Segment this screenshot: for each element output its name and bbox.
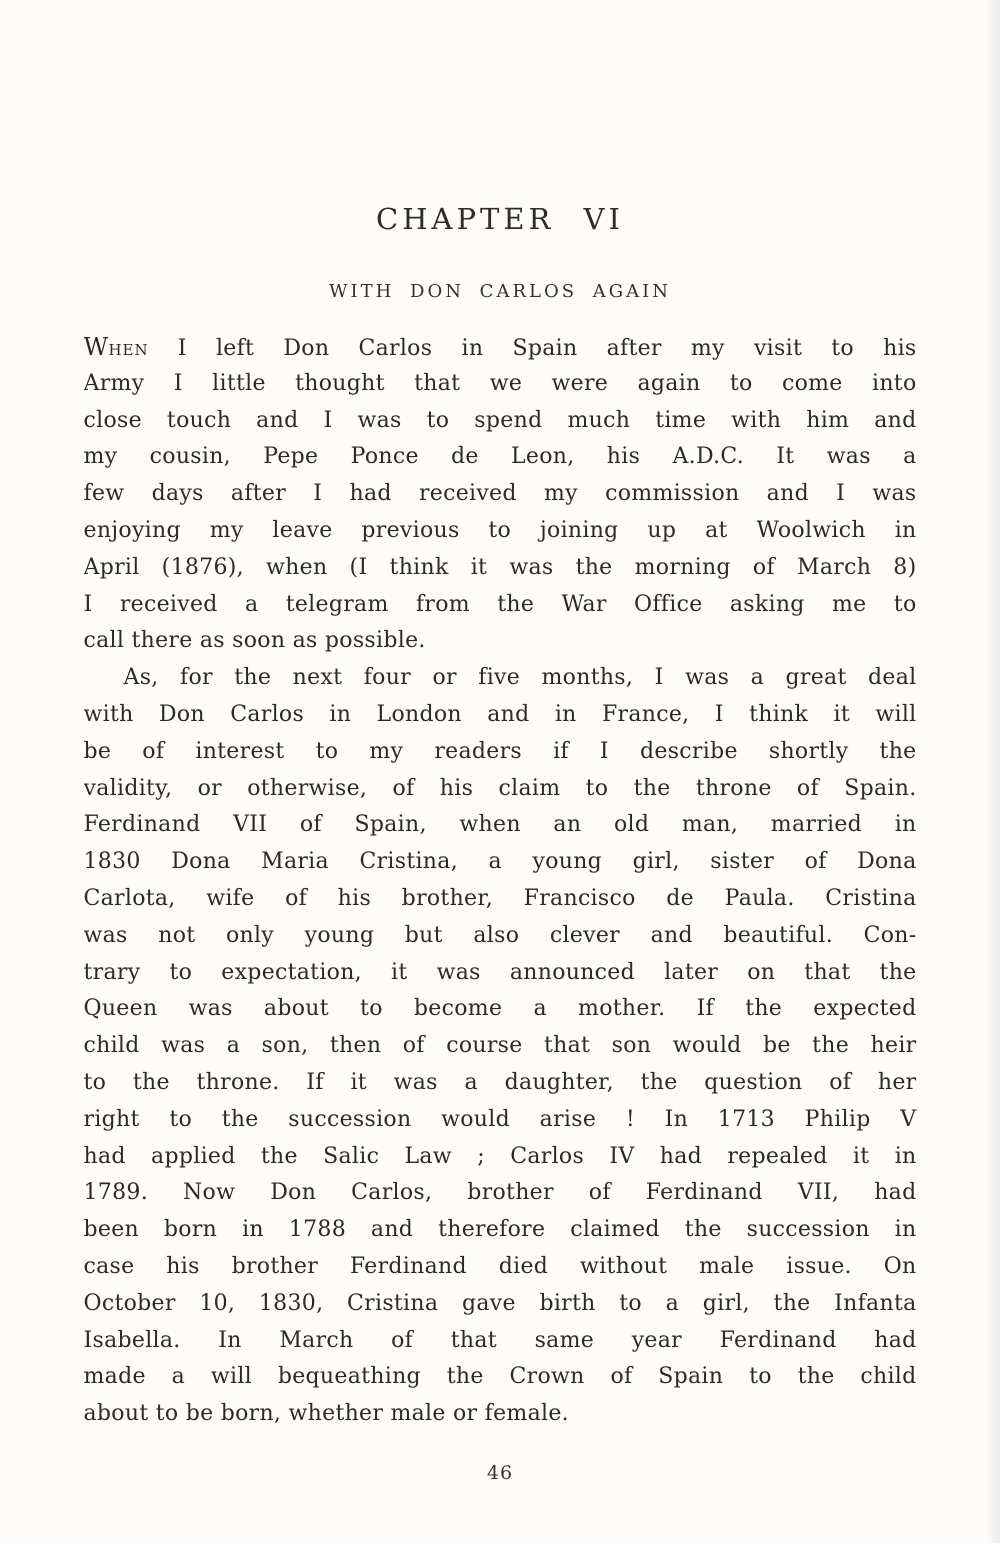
text-line: Army I little thought that we were again to come into: [83, 370, 917, 396]
chapter-title: CHAPTER VI: [376, 202, 624, 236]
text-line: validity, or otherwise, of his claim to the throne of Spain.: [83, 775, 917, 801]
text-line: was not only young but also clever and beautiful. Con-: [83, 922, 917, 948]
text-line: case his brother Ferdinand died without male issue. On: [83, 1253, 917, 1279]
text-line: Ferdinand VII of Spain, when an old man, married in: [83, 812, 917, 838]
text-line: close touch and I was to spend much time with him and: [83, 407, 917, 433]
chapter-subtitle: WITH DON CARLOS AGAIN: [328, 281, 672, 302]
small-caps-word: hen: [108, 336, 149, 361]
text-line: to the throne. If it was a daughter, the question of her: [83, 1069, 917, 1095]
text-line: 1830 Dona Maria Cristina, a young girl, sister of Dona: [83, 849, 917, 875]
text-line: be of interest to my readers if I describe shortly the: [83, 738, 917, 764]
text-line: my cousin, Pepe Ponce de Leon, his A.D.C. It was a: [83, 444, 917, 470]
text-line: I received a telegram from the War Office asking me to: [83, 591, 917, 617]
text-line: had applied the Salic Law ; Carlos IV had repealed it in: [83, 1143, 917, 1169]
text-line: child was a son, then of course that son would be the heir: [83, 1033, 917, 1059]
text-line-rest: I left Don Carlos in Spain after my visit to his: [148, 336, 917, 361]
text-line: 1789. Now Don Carlos, brother of Ferdinand VII, had: [83, 1180, 917, 1206]
text-line: As, for the next four or five months, I was a great deal: [123, 665, 917, 691]
body-text: [84, 329, 917, 1433]
text-line: with Don Carlos in London and in France, I think it will: [83, 701, 917, 727]
text-line: April (1876), when (I think it was the morning of March 8): [83, 554, 917, 580]
paragraph-2: [84, 660, 917, 1433]
text-line: Isabella. In March of that same year Ferdinand had: [83, 1327, 917, 1353]
text-line: [84, 329, 917, 366]
drop-initial: W: [83, 333, 109, 361]
text-line: Carlota, wife of his brother, Francisco de Paula. Cristina: [83, 885, 917, 911]
text-line: October 10, 1830, Cristina gave birth to a girl, the Infanta: [83, 1290, 917, 1316]
text-line: enjoying my leave previous to joining up at Woolwich in: [83, 517, 917, 543]
text-line: call there as soon as possible.: [83, 628, 426, 654]
text-line: Queen was about to become a mother. If the expected: [83, 996, 917, 1022]
text-line: right to the succession would arise ! In 1713 Philip V: [83, 1106, 917, 1132]
page-number: 46: [486, 1462, 514, 1484]
text-line: made a will bequeathing the Crown of Spain to the child: [83, 1364, 917, 1390]
text-line: about to be born, whether male or female.: [83, 1401, 569, 1427]
text-line: been born in 1788 and therefore claimed the succession in: [83, 1217, 917, 1243]
text-line: trary to expectation, it was announced later on that the: [83, 959, 917, 985]
text-line: few days after I had received my commission and I was: [83, 481, 917, 507]
paragraph-1: [84, 329, 917, 660]
